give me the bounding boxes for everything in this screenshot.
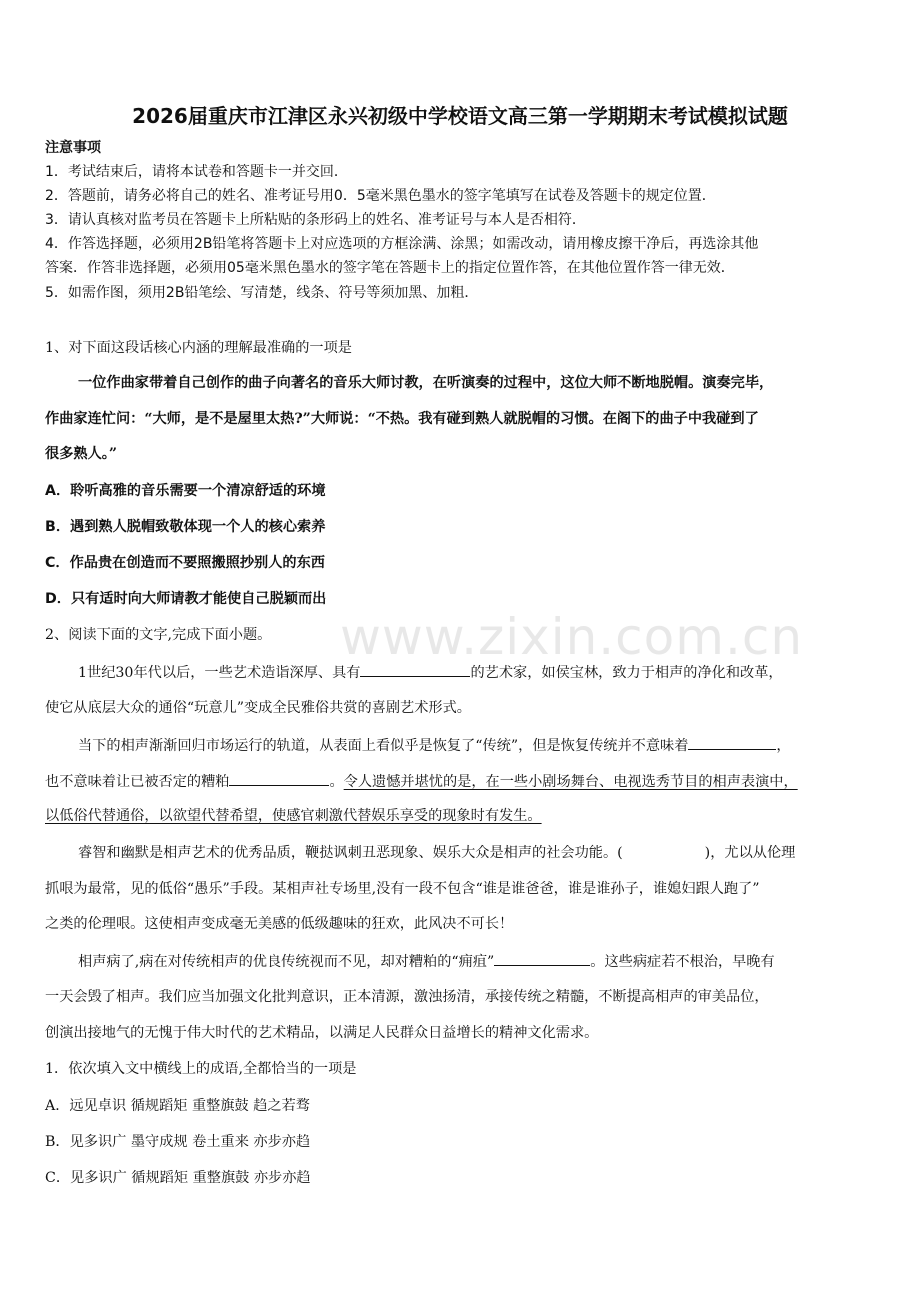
q2-sub1-option-c: C．见多识广 循规蹈矩 重整旗鼓 亦步亦趋 bbox=[45, 1170, 311, 1186]
fill-blank bbox=[229, 771, 329, 786]
notice-item: 4．作答选择题，必须用2B铅笔将答题卡上对应选项的方框涂满、涂黑；如需改动，请用橡皮擦干净后，再选涂其他 bbox=[45, 236, 759, 252]
q1-passage-line: 一位作曲家带着自己创作的曲子向著名的音乐大师讨教，在听演奏的过程中，这位大师不断地脱帽。演奏完毕， bbox=[78, 375, 774, 391]
question-2-stem: 2、阅读下面的文字,完成下面小题。 bbox=[45, 627, 272, 643]
q1-option-b: B．遇到熟人脱帽致敬体现一个人的核心索养 bbox=[45, 519, 326, 535]
q2-sub-question-1: 1．依次填入文中横线上的成语,全都恰当的一项是 bbox=[45, 1061, 357, 1077]
q2-text: 。这些病症若不根治，早晚有 bbox=[590, 954, 775, 970]
q1-option-a: A．聆听高雅的音乐需要一个清凉舒适的环境 bbox=[45, 483, 326, 499]
notice-item: 5．如需作图，须用2B铅笔绘、写清楚，线条、符号等须加黑、加粗． bbox=[45, 285, 479, 301]
q2-text: 。 bbox=[329, 774, 344, 790]
q2-text: ， bbox=[776, 738, 791, 754]
watermark: www.zixin.com.cn bbox=[340, 608, 804, 666]
q1-option-d: D．只有适时向大师请教才能使自己脱颖而出 bbox=[45, 591, 327, 607]
fill-blank bbox=[688, 735, 776, 750]
q2-text: )，尤以从伦理 bbox=[704, 845, 796, 861]
q2-paragraph-line bbox=[78, 735, 880, 756]
q2-text: 的艺术家，如侯宝林，致力于相声的净化和改革， bbox=[470, 665, 783, 681]
q1-passage-line: 作曲家连忙问：“大师，是不是屋里太热?”大师说：“不热。我有碰到熟人就脱帽的习惯。在阁下的曲子中我碰到了 bbox=[45, 411, 759, 427]
q2-paragraph-line: 抓哏为最常，见的低俗“愚乐”手段。某相声社专场里,没有一段不包含“谁是谁爸爸，谁是谁孙子，谁媳妇跟人跑了” bbox=[45, 881, 760, 897]
q1-option-c: C．作品贵在创造而不要照搬照抄别人的东西 bbox=[45, 555, 325, 571]
q2-paragraph-line: 一天会毁了相声。我们应当加强文化批判意识，正本清源，激浊扬清，承接传统之精髓，不断提高相声的审美品位， bbox=[45, 989, 769, 1005]
q1-passage-line: 很多熟人。” bbox=[45, 446, 117, 462]
q2-paragraph-line: 创演出接地气的无愧于伟大时代的艺术精品，以满足人民群众日益增长的精神文化需求。 bbox=[45, 1025, 599, 1041]
q2-sub1-option-b: B．见多识广 墨守成规 卷土重来 亦步亦趋 bbox=[45, 1134, 311, 1150]
q2-text: 当下的相声渐渐回归市场运行的轨道，从表面上看似乎是恢复了“传统”，但是恢复传统并不意味着 bbox=[78, 738, 689, 754]
q2-text: 也不意味着让已被否定的糟粕 bbox=[45, 774, 230, 790]
q2-text: 相声病了,病在对传统相声的优良传统视而不见，却对糟粕的“痈疽” bbox=[78, 954, 495, 970]
notice-item: 3．请认真核对监考员在答题卡上所粘贴的条形码上的姓名、准考证号与本人是否相符． bbox=[45, 212, 586, 228]
notice-item: 2．答题前，请务必将自己的姓名、准考证号用0．5毫米黑色墨水的签字笔填写在试卷及答题卡的规定位置． bbox=[45, 188, 716, 204]
q2-paragraph-line bbox=[78, 843, 880, 863]
q2-text: 1世纪30年代以后，一些艺术造诣深厚、具有 bbox=[78, 665, 361, 681]
fill-blank bbox=[494, 951, 590, 966]
notice-heading: 注意事项 bbox=[45, 140, 101, 156]
exam-title: 2026届重庆市江津区永兴初级中学校语文高三第一学期期末考试模拟试题 bbox=[132, 104, 788, 128]
q2-paragraph-line: 使它从底层大众的通俗“玩意儿”变成全民雅俗共赏的喜剧艺术形式。 bbox=[45, 700, 471, 716]
notice-item: 1．考试结束后，请将本试卷和答题卡一并交回． bbox=[45, 164, 348, 180]
q2-sub1-option-a: A．远见卓识 循规蹈矩 重整旗鼓 趋之若骛 bbox=[45, 1098, 310, 1114]
q2-text: 睿智和幽默是相声艺术的优秀品质，鞭挞讽刺丑恶现象、娱乐大众是相声的社会功能。( bbox=[78, 845, 623, 861]
notice-item: 答案．作答非选择题，必须用05毫米黑色墨水的签字笔在答题卡上的指定位置作答，在其他位置作答一律无效． bbox=[45, 260, 735, 276]
question-1-stem: 1、对下面这段话核心内涵的理解最准确的一项是 bbox=[45, 340, 352, 356]
q2-paragraph-line: 之类的伦理哏。这使相声变成毫无美感的低级趣味的狂欢，此风决不可长！ bbox=[45, 916, 514, 932]
underlined-sentence: 令人遗憾并堪忧的是，在一些小剧场舞台、电视选秀节目的相声表演中， bbox=[343, 774, 798, 790]
q2-paragraph-line bbox=[45, 771, 880, 792]
underlined-sentence: 以低俗代替通俗，以欲望代替希望，使感官刺激代替娱乐享受的现象时有发生。 bbox=[45, 808, 542, 824]
q2-paragraph-line bbox=[78, 951, 880, 972]
